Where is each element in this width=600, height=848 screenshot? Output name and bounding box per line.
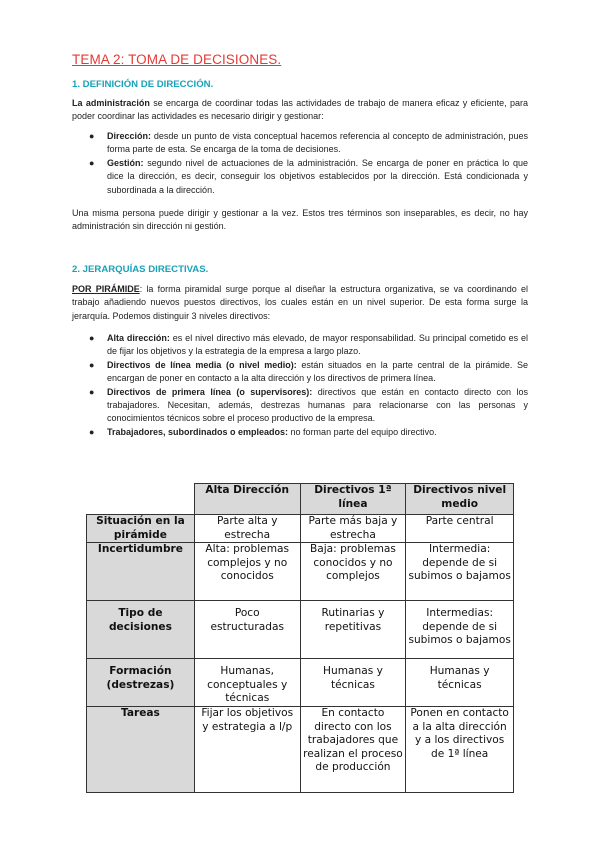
- table-cell: Poco estructuradas: [194, 601, 300, 659]
- page-title: TEMA 2: TOMA DE DECISIONES.: [72, 52, 282, 67]
- row-header: Situación en la pirámide: [87, 515, 195, 543]
- table-cell: Alta: problemas complejos y no conocidos: [194, 543, 300, 601]
- bullet-term: Trabajadores, subordinados o empleados:: [107, 426, 289, 437]
- bullet-icon: ●: [89, 386, 95, 397]
- bullet-icon: ●: [89, 157, 95, 168]
- row-header: Tipo de decisiones: [87, 601, 195, 659]
- table-cell: Parte alta y estrecha: [194, 515, 300, 543]
- table-cell: En contacto directo con los trabajadores que realizan el proceso de producción: [300, 706, 406, 792]
- bullet-term: Gestión:: [107, 157, 144, 168]
- bullet-term: Alta dirección:: [107, 333, 170, 343]
- table-row: [87, 543, 514, 601]
- table-cell: Ponen en contacto a la alta dirección y a los directivos de 1ª línea: [406, 706, 514, 792]
- column-header: Directivos 1ª línea: [300, 484, 406, 515]
- bullet-term: Directivos de primera línea (o supervisores):: [107, 386, 313, 397]
- bullet-text: segundo nivel de actuaciones de la administración. Se encarga de poner en práctica lo que dice la dirección, es decir, conseguir los objetivos establecidos por la dirección. Está condicionada y subordinada a la dirección.: [107, 157, 528, 195]
- bullet-term: Directivos de línea media (o nivel medio):: [107, 359, 297, 370]
- bullet-text: están situados en la parte central de la pirámide. Se encargan de poner en contacto a la alta dirección y los directivos de primera línea.: [107, 359, 529, 384]
- table-row: [87, 601, 514, 659]
- table-cell: Parte central: [406, 515, 514, 543]
- list-item: [72, 130, 528, 157]
- bullet-icon: ●: [89, 333, 95, 343]
- row-header: Formación (destrezas): [87, 659, 195, 707]
- paragraph-text: se encarga de coordinar todas las actividades de trabajo de manera eficaz y eficiente, para poder coordinar las actividades es necesario dirigir y gestionar:: [72, 98, 528, 122]
- term-administracion: La administración: [72, 98, 150, 108]
- row-header: Incertidumbre: [87, 543, 195, 601]
- bullet-text: directivos que están en contacto directo con los trabajadores. Necesitan, además, destrezas humanas para relacionarse con las personas y conocimientos técnicos sobre el proceso productivo de la empresa.: [107, 386, 528, 424]
- list-item: [72, 359, 528, 386]
- table-cell: Humanas y técnicas: [300, 659, 406, 707]
- bullet-term: Dirección:: [107, 131, 152, 141]
- bullet-list-direccion-gestion: [72, 130, 528, 197]
- table-cell: Humanas y técnicas: [406, 659, 514, 707]
- bullet-text: desde un punto de vista conceptual hacemos referencia al concepto de administración, pues forma parte de esta. Se encarga de la toma de decisiones.: [107, 131, 528, 155]
- list-item: [72, 386, 528, 426]
- table-cell: Rutinarias y repetitivas: [300, 601, 406, 659]
- table-cell: Intermedias: depende de si subimos o bajamos: [406, 601, 514, 659]
- table-header-row: [87, 484, 514, 515]
- bullet-icon: ●: [89, 131, 95, 141]
- table-cell: Fijar los objetivos y estrategia a l/p: [194, 706, 300, 792]
- table-cell: Baja: problemas conocidos y no complejos: [300, 543, 406, 601]
- paragraph-closing: Una misma persona puede dirigir y gestionar a la vez. Estos tres términos son inseparables, es decir, no hay administración sin dirección ni gestión.: [72, 208, 528, 232]
- table-row: [87, 515, 514, 543]
- paragraph-piramide: [72, 283, 528, 323]
- table-cell: Parte más baja y estrecha: [300, 515, 406, 543]
- row-header: Tareas: [87, 706, 195, 792]
- table-row: [87, 706, 514, 792]
- section-heading-jerarquias: 2. JERARQUÍAS DIRECTIVAS.: [72, 264, 209, 275]
- list-item: [72, 157, 528, 197]
- bullet-icon: ●: [89, 426, 95, 437]
- section-heading-definicion: 1. DEFINICIÓN DE DIRECCIÓN.: [72, 79, 214, 90]
- bullet-list-niveles: [72, 332, 528, 439]
- column-header: Alta Dirección: [194, 484, 300, 515]
- table-row: [87, 659, 514, 707]
- table-corner-cell: [87, 484, 195, 515]
- list-item: [72, 332, 528, 359]
- column-header: Directivos nivel medio: [406, 484, 514, 515]
- paragraph-text: : la forma piramidal surge porque al diseñar la estructura organizativa, se va coordinando el trabajo añadiendo nuevos puestos directivos, los cuales están en un nivel superior. De esta forma surge la jerarquía. Podemos distinguir 3 niveles directivos:: [72, 284, 528, 321]
- table-cell: Intermedia: depende de si subimos o bajamos: [406, 543, 514, 601]
- list-item: [72, 426, 528, 439]
- comparison-table: [86, 483, 514, 793]
- bullet-text: es el nivel directivo más elevado, de mayor responsabilidad. Su principal cometido es el de fijar los objetivos y la estrategia de la empresa a largo plazo.: [107, 333, 528, 357]
- paragraph-administracion: [72, 97, 528, 124]
- term-por-piramide: POR PIRÁMIDE: [72, 284, 140, 294]
- bullet-text: no forman parte del equipo directivo.: [288, 426, 437, 437]
- table-cell: Humanas, conceptuales y técnicas: [194, 659, 300, 707]
- bullet-icon: ●: [89, 359, 95, 370]
